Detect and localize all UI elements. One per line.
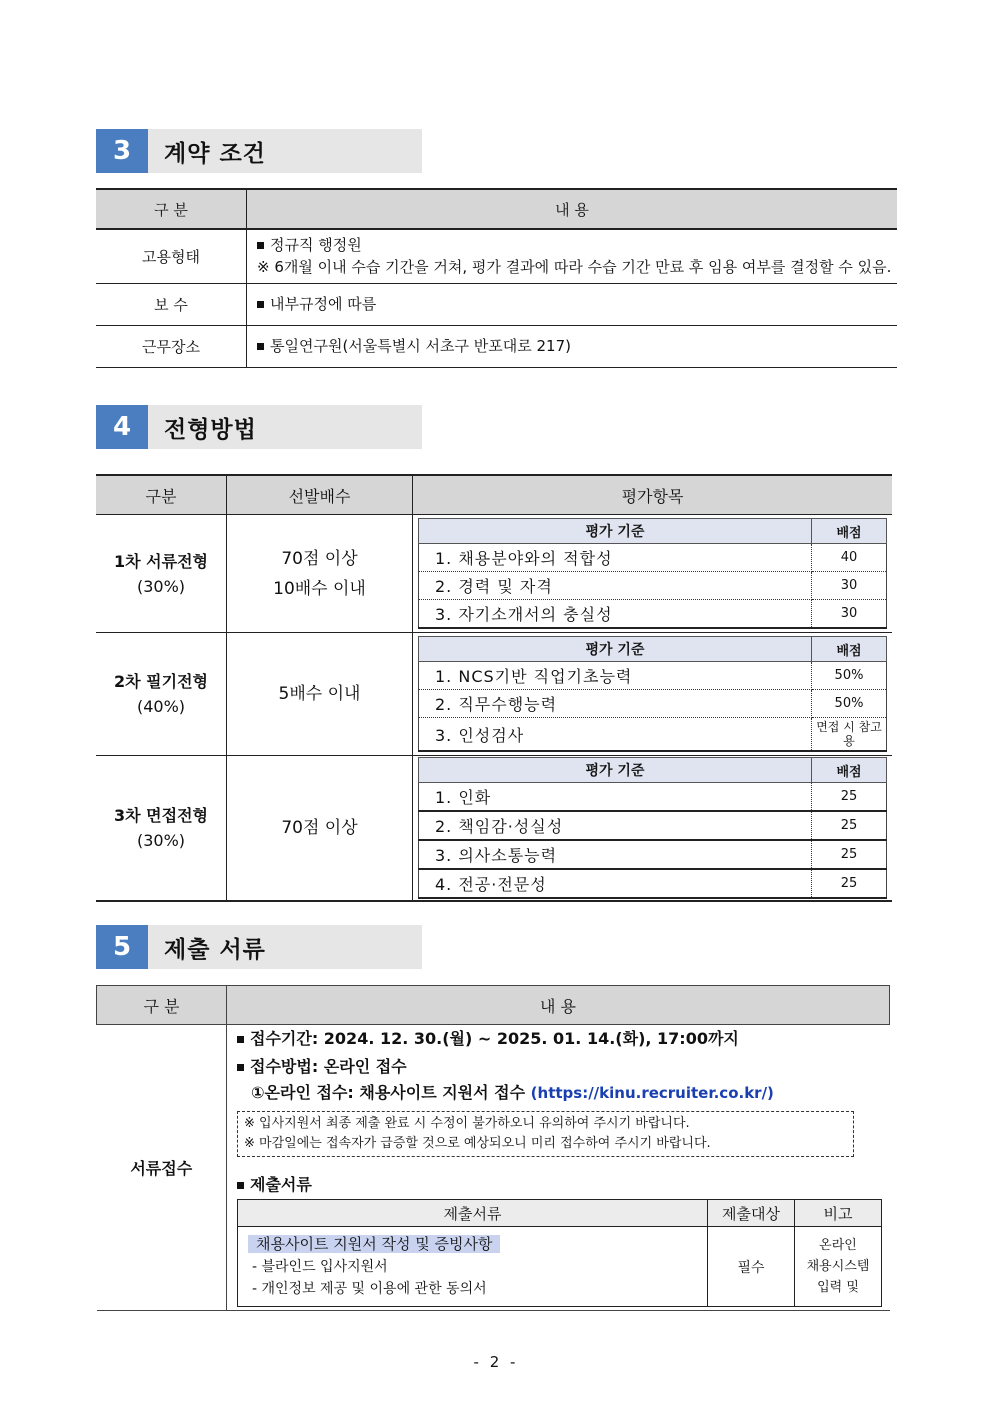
online-label: ①온라인 접수: 채용사이트 지원서 접수 (251, 1083, 526, 1102)
employment-type: 정규직 행정원 (270, 236, 362, 255)
criteria-table (418, 518, 887, 629)
criteria-score: 25 (812, 869, 887, 898)
docs-list (238, 1227, 708, 1307)
application-method: 접수방법: 온라인 접수 (250, 1057, 407, 1076)
section-3-heading (96, 129, 422, 173)
notice-line: ※ 마감일에는 접속자가 급증할 것으로 예상되오니 미리 접수하여 주시기 바랍니다. (244, 1136, 711, 1151)
multiple-line: 10배수 이내 (273, 578, 366, 599)
header-items: 평가항목 (413, 475, 893, 515)
note-line: 입력 및 (817, 1280, 859, 1295)
row-label: 서류접수 (97, 1025, 227, 1311)
stage-title: 3차 면접전형 (114, 806, 208, 825)
row-content (247, 283, 898, 325)
criteria-score: 40 (812, 544, 887, 572)
row-label: 보 수 (96, 283, 247, 325)
header-content: 내 용 (227, 986, 890, 1025)
section-title: 전형방법 (148, 405, 422, 449)
docs-header: 제출대상 (708, 1200, 795, 1227)
criteria-header: 평가 기준 (419, 637, 812, 662)
header-content: 내 용 (247, 189, 898, 229)
criteria-cell (413, 633, 893, 756)
multiple-line: 5배수 이내 (278, 684, 361, 704)
recruit-site-link[interactable]: (https://kinu.recruiter.co.kr/) (530, 1084, 774, 1102)
note-line: 채용시스템 (806, 1259, 870, 1274)
stage-weight: (30%) (136, 831, 186, 850)
notice-box (237, 1111, 854, 1157)
criteria-item: 1. 인화 (419, 783, 812, 812)
docs-header: 비고 (795, 1200, 882, 1227)
bullet-icon (237, 1182, 244, 1189)
contract-table (96, 188, 897, 368)
salary-text: 내부규정에 따름 (270, 295, 377, 313)
submission-content (227, 1025, 890, 1311)
probation-note: ※ 6개월 이내 수습 기간을 거쳐, 평가 결과에 따라 수습 기간 만료 후 임용 여부를 결정할 수 있음. (257, 258, 892, 277)
section-5-heading (96, 925, 422, 969)
section-4-heading (96, 405, 422, 449)
docs-note (795, 1227, 882, 1307)
criteria-score: 30 (812, 572, 887, 600)
stage-multiple (227, 515, 413, 633)
score-header: 배점 (812, 758, 887, 783)
score-header: 배점 (812, 637, 887, 662)
stage-name (96, 633, 227, 756)
criteria-item: 1. 채용분야와의 적합성 (419, 544, 812, 572)
section-number: 3 (96, 129, 148, 173)
stage-weight: (30%) (136, 576, 186, 596)
notice-line: ※ 입사지원서 최종 제출 완료 시 수정이 불가하오니 유의하여 주시기 바랍니다. (244, 1116, 690, 1131)
criteria-cell (413, 515, 893, 633)
docs-item: - 블라인드 입사지원서 (252, 1259, 388, 1275)
stage-multiple (227, 633, 413, 756)
docs-item: - 개인정보 제공 및 이용에 관한 동의서 (252, 1281, 487, 1297)
row-label: 고용형태 (96, 229, 247, 283)
criteria-item: 2. 경력 및 자격 (419, 572, 812, 600)
criteria-header: 평가 기준 (419, 758, 812, 783)
section-title: 계약 조건 (148, 129, 422, 173)
section-number: 4 (96, 405, 148, 449)
criteria-score: 50% (812, 690, 887, 718)
stage-name (96, 515, 227, 633)
criteria-item: 1. NCS기반 직업기초능력 (419, 662, 812, 690)
header-category: 구 분 (97, 986, 227, 1025)
criteria-score: 25 (812, 840, 887, 869)
criteria-item: 3. 인성검사 (419, 718, 812, 752)
criteria-item: 2. 책임감·성실성 (419, 811, 812, 840)
docs-header: 제출서류 (238, 1200, 708, 1227)
bullet-icon (237, 1036, 244, 1043)
docs-title: 제출서류 (250, 1175, 312, 1194)
page-number: - 2 - (473, 1353, 519, 1371)
bullet-icon (257, 343, 264, 350)
section-number: 5 (96, 925, 148, 969)
multiple-line: 70점 이상 (281, 548, 358, 569)
required-docs-table (237, 1199, 882, 1307)
row-content (247, 229, 898, 283)
criteria-item: 3. 의사소통능력 (419, 840, 812, 869)
header-category: 구 분 (96, 189, 247, 229)
criteria-item: 2. 직무수행능력 (419, 690, 812, 718)
criteria-item: 4. 전공·전문성 (419, 869, 812, 898)
docs-target: 필수 (708, 1227, 795, 1307)
criteria-score: 면접 시 참고용 (812, 718, 887, 752)
documents-table (96, 985, 890, 1311)
criteria-table (418, 757, 887, 899)
multiple-line: 70점 이상 (281, 818, 358, 838)
stage-weight: (40%) (136, 697, 186, 716)
bullet-icon (257, 301, 264, 308)
header-multiple: 선발배수 (227, 475, 413, 515)
selection-table (96, 474, 892, 902)
criteria-cell (413, 756, 893, 902)
criteria-score: 25 (812, 811, 887, 840)
criteria-score: 30 (812, 600, 887, 629)
stage-title: 2차 필기전형 (114, 672, 208, 691)
header-category: 구분 (96, 475, 227, 515)
criteria-score: 50% (812, 662, 887, 690)
criteria-header: 평가 기준 (419, 519, 812, 544)
row-content (247, 325, 898, 367)
row-label: 근무장소 (96, 325, 247, 367)
docs-highlight: 채용사이트 지원서 작성 및 증빙사항 (248, 1235, 500, 1253)
bullet-icon (257, 242, 264, 249)
score-header: 배점 (812, 519, 887, 544)
criteria-table (418, 636, 887, 752)
criteria-score: 25 (812, 783, 887, 812)
bullet-icon (237, 1064, 244, 1071)
note-line: 온라인 (819, 1238, 857, 1253)
application-period: 접수기간: 2024. 12. 30.(월) ~ 2025. 01. 14.(화), 17:00까지 (250, 1029, 739, 1048)
stage-title: 1차 서류전형 (114, 551, 208, 571)
criteria-item: 3. 자기소개서의 충실성 (419, 600, 812, 629)
workplace-text: 통일연구원(서울특별시 서초구 반포대로 217) (270, 337, 571, 355)
stage-multiple (227, 756, 413, 902)
section-title: 제출 서류 (148, 925, 422, 969)
stage-name (96, 756, 227, 902)
